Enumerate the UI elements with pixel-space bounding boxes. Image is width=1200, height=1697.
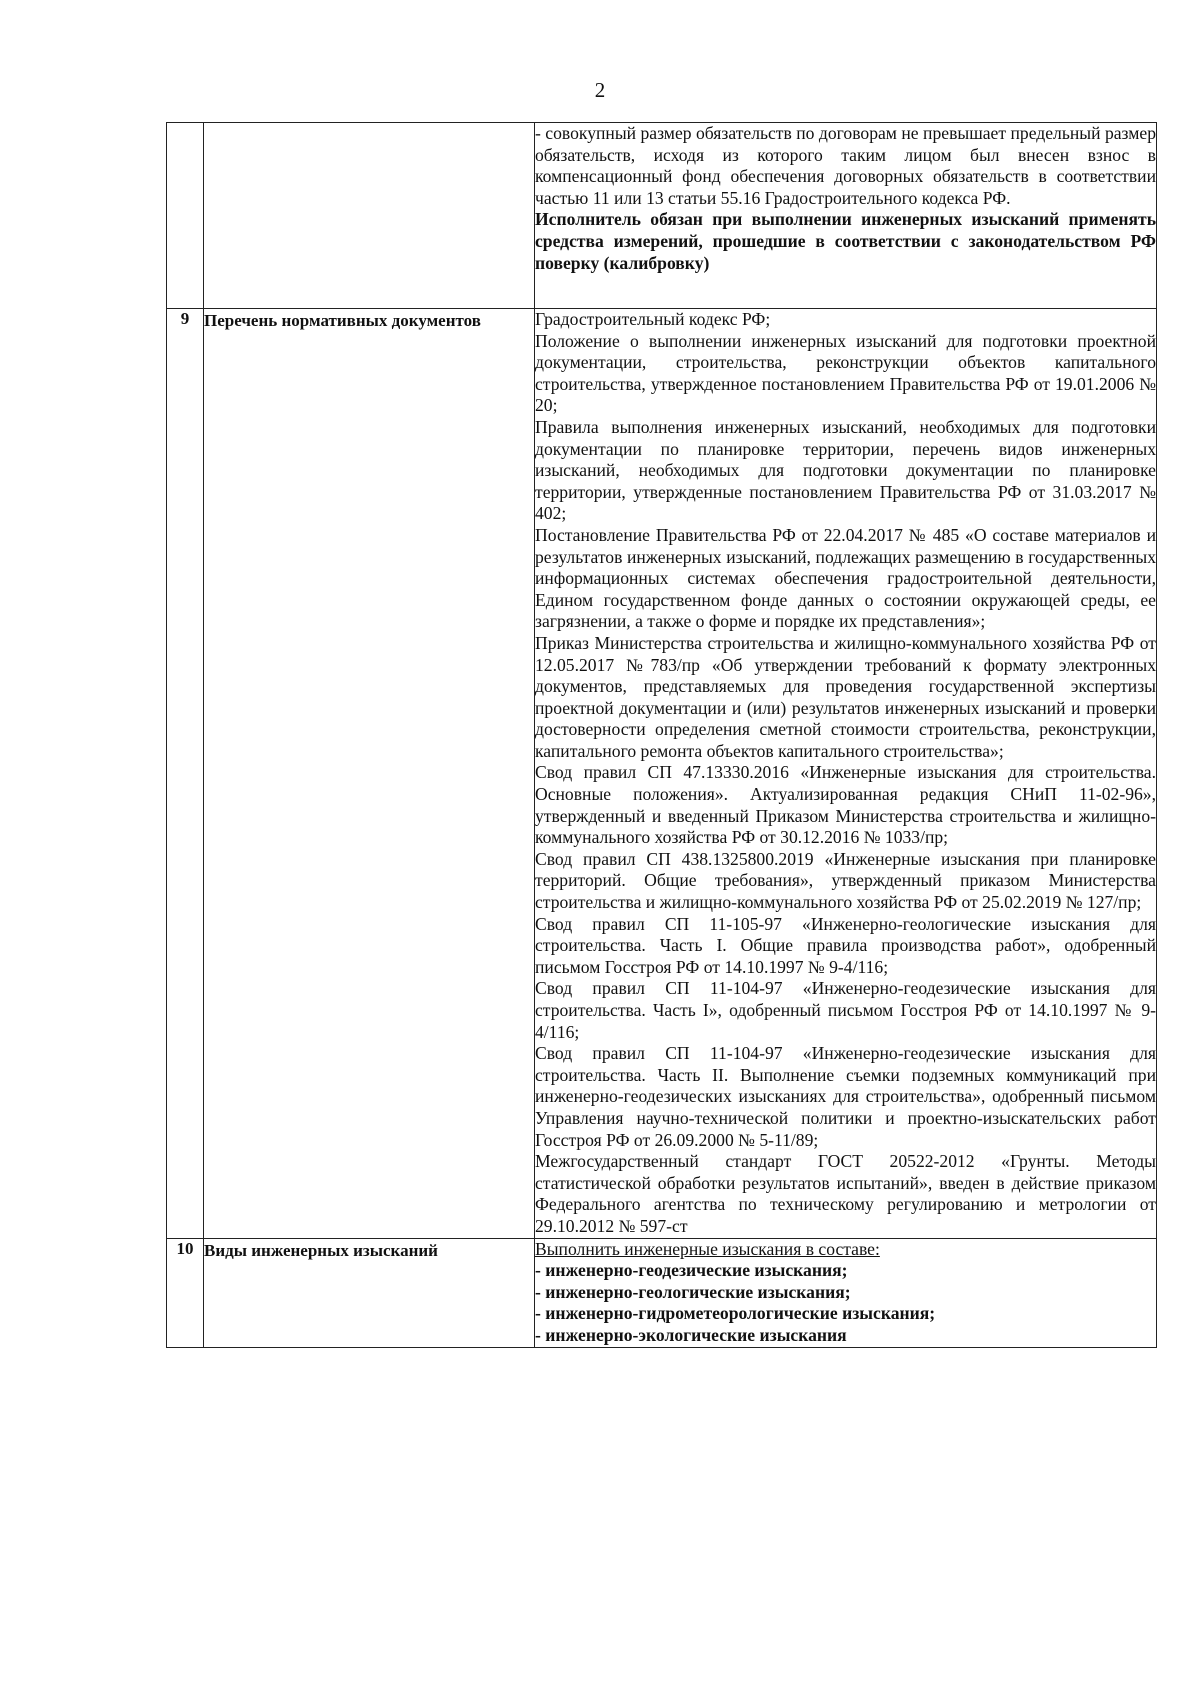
document-item: Приказ Министерства строительства и жилищно-коммунального хозяйства РФ от 12.05.2017 №783/пр «Об утверждении требований к формату электронных документов, представляемых для проведения государственной экспертизы проектной документации и (или) результатов инженерных изысканий и проверки достоверности определения сметной стоимости строительства, реконструкции, капитального ремонта объектов капитального строительства»;: [535, 632, 1156, 761]
normative-documents-list: [535, 309, 1157, 1239]
document-item: Свод правил СП 438.1325800.2019 «Инженерные изыскания при планировке территорий. Общие требования», утвержденный приказом Министерства строительства и жилищно-коммунального хозяйства РФ от 25.02.2019 № 127/пр;: [535, 848, 1156, 913]
survey-type-item: - инженерно-геологические изыскания;: [535, 1281, 851, 1302]
cell-number-empty: [167, 123, 204, 309]
cell-continuation: [535, 123, 1157, 309]
survey-type-item: - инженерно-геодезические изыскания;: [535, 1260, 848, 1281]
document-item: Свод правил СП 11-104-97 «Инженерно-геодезические изыскания для строительства. Часть I», одобренный письмом Госстроя РФ от 14.10.1997 № 9-4/116;: [535, 978, 1156, 1042]
document-item: Градостроительный кодекс РФ;: [535, 309, 771, 329]
survey-type-item: - инженерно-экологические изыскания: [535, 1324, 847, 1345]
requirements-table: [166, 122, 1157, 1348]
row-number: 9: [167, 309, 204, 1239]
document-item: Положение о выполнении инженерных изысканий для подготовки проектной документации, строительства, реконструкции объектов капитального строительства, утвержденное постановлением Правительства РФ от 19.01.2006 № 20;: [535, 330, 1156, 416]
row-number: 10: [167, 1238, 204, 1347]
page-number: 2: [594, 78, 606, 102]
survey-types-intro: Выполнить инженерные изыскания в составе:: [535, 1238, 880, 1259]
executor-obligation-paragraph: Исполнитель обязан при выполнении инженерных изысканий применять средства измерений, прошедшие в соответствии с законодательством РФ поверку (калибровку): [535, 209, 1156, 273]
table-row-9: [167, 309, 1157, 1239]
survey-type-item: - инженерно-гидрометеорологические изыскания;: [535, 1303, 936, 1324]
row-title: Виды инженерных изысканий: [204, 1238, 535, 1347]
document-item: Постановление Правительства РФ от 22.04.2017 № 485 «О составе материалов и результатов инженерных изысканий, подлежащих размещению в государственных информационных системах обеспечения градостроительной деятельности, Едином государственном фонде данных о состоянии окружающей среды, ее загрязнении, а также о форме и порядке их представления»;: [535, 524, 1156, 632]
document-item: Свод правил СП 11-104-97 «Инженерно-геодезические изыскания для строительства. Часть II. Выполнение съемки подземных коммуникаций при инженерно-геодезических изысканиях для строительства», одобренный письмом Управления научно-технической политики и проектно-изыскательских работ Госстроя РФ от 26.09.2000 № 5-11/89;: [535, 1043, 1156, 1150]
table-row-continuation: [167, 123, 1157, 309]
survey-types-list: [535, 1238, 1157, 1347]
row-title: Перечень нормативных документов: [204, 309, 535, 1239]
document-item: Правила выполнения инженерных изысканий, необходимых для подготовки документации по планировке территории, перечень видов инженерных изысканий, необходимых для подготовки документации по планировке территории, утвержденные постановлением Правительства РФ от 31.03.2017 № 402;: [535, 416, 1156, 524]
cell-name-empty: [204, 123, 535, 309]
document-item: Межгосударственный стандарт ГОСТ 20522-2012 «Грунты. Методы статистической обработки результатов испытаний», введен в действие приказом Федерального агентства по техническому регулированию и метрологии от 29.10.2012 № 597-ст: [535, 1151, 1156, 1236]
obligations-paragraph: - совокупный размер обязательств по договорам не превышает предельный размер обязательств, исходя из которого таким лицом был внесен взнос в компенсационный фонд обеспечения договорных обязательств в соответствии частью 11 или 13 статьи 55.16 Градостроительного кодекса РФ.: [535, 123, 1156, 208]
table-row-10: [167, 1238, 1157, 1347]
document-item: Свод правил СП 47.13330.2016 «Инженерные изыскания для строительства. Основные положения». Актуализированная редакция СНиП 11-02-96», утвержденный и введенный Приказом Министерства строительства и жилищно-коммунального хозяйства РФ от 30.12.2016 № 1033/пр;: [535, 762, 1156, 848]
document-item: Свод правил СП 11-105-97 «Инженерно-геологические изыскания для строительства. Часть I. Общие правила производства работ», одобренный письмом Госстроя РФ от 14.10.1997 № 9-4/116;: [535, 913, 1156, 977]
